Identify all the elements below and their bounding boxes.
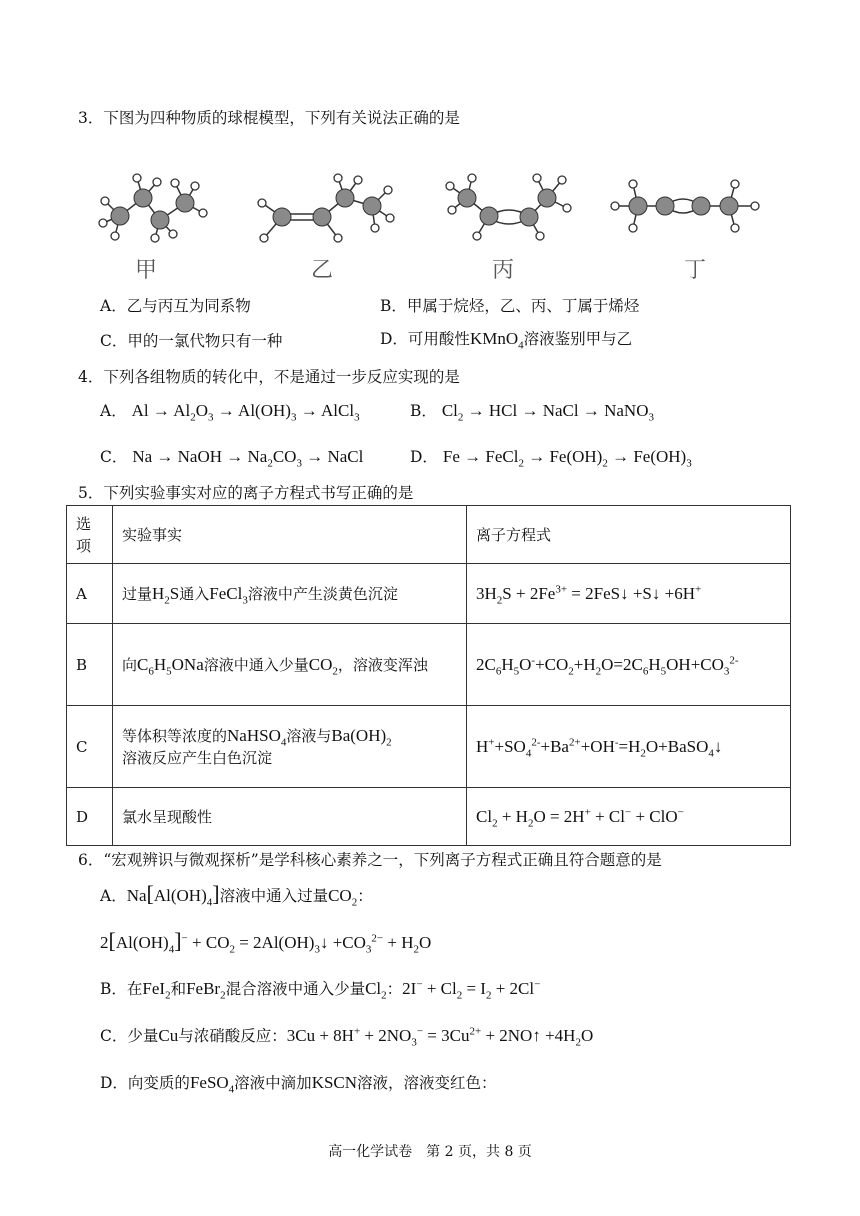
q4-option-d: D． Fe → FeCl$_2$ → $Fe(OH)_2 \to Fe(OH)_3$ [410, 447, 692, 470]
molecule-label-bing: 丙 [492, 258, 515, 283]
equation-d: $Cl_2 + H_2O = 2H^+ + Cl^- + ClO^-$ [467, 788, 791, 846]
table-header-row [67, 506, 791, 564]
q6-option-a-equation: $2[Al(OH)_4]^- + CO_2$ = $2Al(OH)_3↓ +CO_3^{2-} + H_2O$ [100, 928, 432, 956]
q3-option-b: B．甲属于烷烃，乙、丙、丁属于烯烃 [380, 297, 640, 315]
molecule-label-ding: 丁 [684, 258, 707, 283]
molecule-jia-model [95, 168, 260, 248]
header-equation: 离子方程式 [467, 506, 791, 564]
q4-option-c: C． Na → NaOH → $Na_2CO_3$ → NaCl [100, 447, 364, 470]
fact-b: 向$C_6H_5ONa$溶液中通入少量$CO_2$，溶液变浑浊 [113, 624, 467, 706]
q6-option-d: D．向变质的FeSO$_4$溶液中滴加KSCN溶液，溶液变红色： [100, 1073, 497, 1096]
molecule-yi-model [250, 168, 415, 248]
fact-d: 氯水呈现酸性 [113, 788, 467, 846]
q4-option-a: A． $Al \to Al_2O_3 \to Al(OH)_3$ → AlCl$_3$ [100, 401, 360, 424]
header-fact: 实验事实 [113, 506, 467, 564]
q6-option-b: B．在FeI$_2$和FeBr$_2$混合溶液中通入少量$Cl_2$：$2I^- + Cl_2 = I_2 + 2Cl^-$ [100, 978, 541, 1002]
equation-a: $3H_2S + 2Fe^{3+}$ = 2FeS↓ +S↓ +6H+ [467, 564, 791, 624]
page-footer: 高一化学试卷 第 2 页，共 8 页 [328, 1144, 532, 1160]
q6-option-a: A．$Na[Al(OH)_4]$溶液中通入过量$CO_2$： [100, 881, 373, 909]
table-row [67, 788, 791, 846]
row-label-c: C [67, 706, 113, 788]
row-label-a: A [67, 564, 113, 624]
q3-option-c: C．甲的一氯代物只有一种 [100, 332, 283, 350]
table-row [67, 564, 791, 624]
fact-c: 等体积等浓度的NaHSO$_4$溶液与$Ba(OH)_2$ 溶液反应产生白色沉淀 [113, 706, 467, 788]
q3-stem: 3．下图为四种物质的球棍模型，下列有关说法正确的是 [78, 109, 460, 127]
q6-option-c: C．少量Cu与浓硝酸反应：$3Cu + 8H^+ + 2NO_3^- = 3Cu^{2+}$ + 2NO↑ $+4H_2O$ [100, 1025, 594, 1049]
table-row [67, 624, 791, 706]
equation-b: $2C_6H_5O^-+CO_2+H_2O=2C_6H_5OH+CO_3^{2-}$ [467, 624, 791, 706]
molecule-bing-model [432, 168, 597, 248]
molecule-ding-model [605, 168, 770, 248]
molecule-label-yi: 乙 [311, 258, 334, 283]
q4-stem: 4．下列各组物质的转化中，不是通过一步反应实现的是 [78, 368, 460, 386]
q5-stem: 5．下列实验事实对应的离子方程式书写正确的是 [78, 484, 414, 502]
header-option: 选项 [67, 506, 113, 564]
q4-option-b: B． $Cl_2$ → HCl → NaCl → NaNO$_3$ [410, 401, 654, 424]
row-label-b: B [67, 624, 113, 706]
molecule-label-jia: 甲 [135, 258, 158, 283]
row-label-d: D [67, 788, 113, 846]
table-row [67, 706, 791, 788]
q6-stem: 6．“宏观辨识与微观探析”是学科核心素养之一，下列离子方程式正确且符合题意的是 [78, 851, 662, 869]
equation-c: $H^++SO_4^{2-}+Ba^{2+}+OH^-=H_2O+BaSO_4↓$ [467, 706, 791, 788]
q3-option-d: D．可用酸性KMnO$_4$溶液鉴别甲与乙 [380, 329, 633, 352]
q3-option-a: A．乙与丙互为同系物 [100, 297, 251, 315]
fact-a: 过量$H_2S$通入FeCl$_3$溶液中产生淡黄色沉淀 [113, 564, 467, 624]
q5-table [66, 505, 791, 846]
